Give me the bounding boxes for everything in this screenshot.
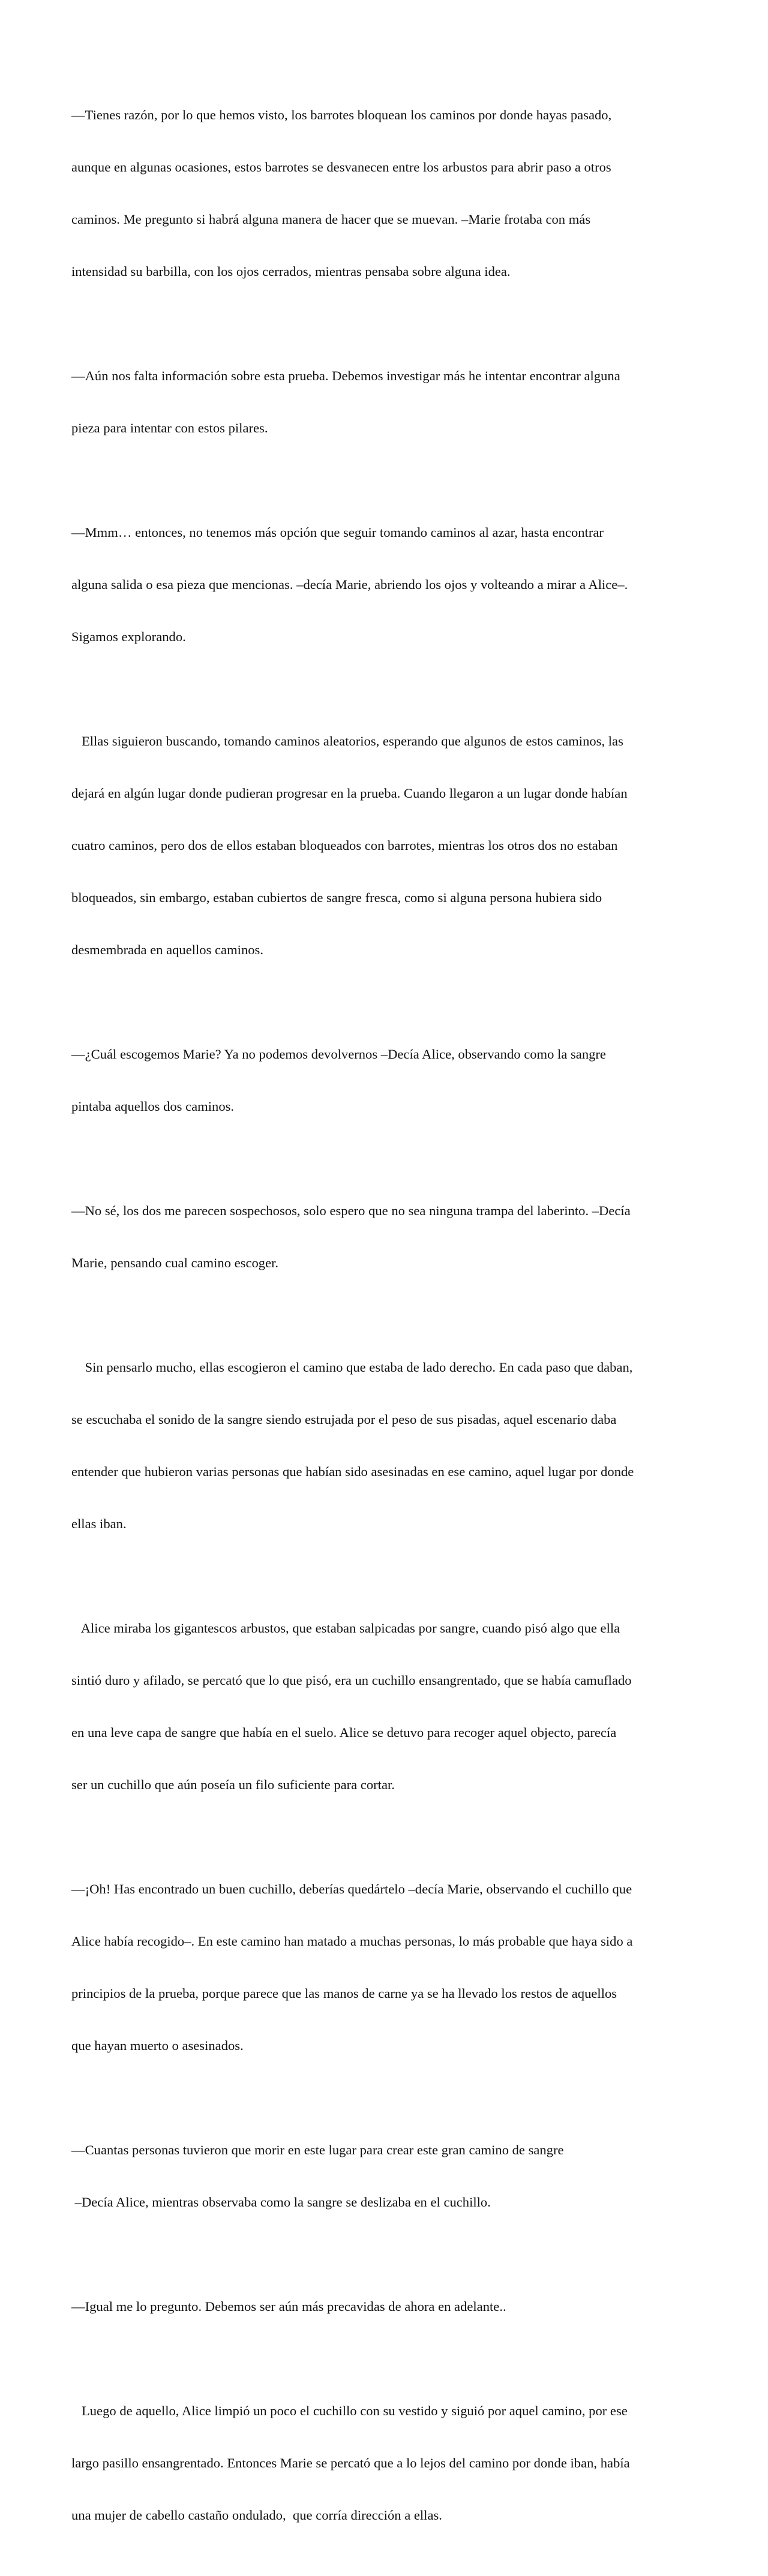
text-line: sintió duro y afilado, se percató que lo que pisó, era un cuchillo ensangrentado, que se había camuflado	[71, 1673, 632, 1688]
text-line: en una leve capa de sangre que había en el suelo. Alice se detuvo para recoger aquel objecto, parecía	[71, 1725, 617, 1740]
text-line: —Aún nos falta información sobre esta prueba. Debemos investigar más he intentar encontrar alguna	[71, 368, 620, 383]
text-line: —Cuantas personas tuvieron que morir en este lugar para crear este gran camino de sangre	[71, 2142, 564, 2157]
text-line: principios de la prueba, porque parece que las manos de carne ya se ha llevado los restos de aquellos	[71, 1986, 617, 2001]
text-line: Marie, pensando cual camino escoger.	[71, 1255, 279, 1270]
text-line: intensidad su barbilla, con los ojos cerrados, mientras pensaba sobre alguna idea.	[71, 264, 511, 279]
text-line: Luego de aquello, Alice limpió un poco el cuchillo con su vestido y siguió por aquel camino, por ese	[71, 2403, 628, 2418]
paragraph-9	[71, 1845, 709, 2089]
text-line: Ellas siguieron buscando, tomando caminos aleatorios, esperando que algunos de estos caminos, las	[71, 734, 623, 749]
text-line: –Decía Alice, mientras observaba como la sangre se deslizaba en el cuchillo.	[71, 2195, 491, 2210]
text-line: bloqueados, sin embargo, estaban cubiertos de sangre fresca, como si alguna persona hubiera sido	[71, 890, 602, 905]
paragraph-10	[71, 2106, 709, 2246]
text-line: alguna salida o esa pieza que mencionas. –decía Marie, abriendo los ojos y volteando a mirar a Alice–.	[71, 577, 628, 592]
text-line: que hayan muerto o asesinados.	[71, 2038, 244, 2053]
text-line: caminos. Me pregunto si habrá alguna manera de hacer que se muevan. –Marie frotaba con más	[71, 212, 591, 227]
text-line: Alice miraba los gigantescos arbustos, que estaban salpicadas por sangre, cuando pisó algo que ella	[71, 1621, 620, 1636]
text-line: cuatro caminos, pero dos de ellos estaban bloqueados con barrotes, mientras los otros dos no estaban	[71, 838, 618, 853]
paragraph-5	[71, 1011, 709, 1150]
paragraph-12	[71, 2367, 709, 2559]
text-line: —No sé, los dos me parecen sospechosos, solo espero que no sea ninguna trampa del laberinto. –Decía	[71, 1203, 631, 1218]
paragraph-11	[71, 2263, 709, 2350]
text-line: Alice había recogido–. En este camino han matado a muchas personas, lo más probable que haya sido a	[71, 1934, 633, 1949]
text-line: dejará en algún lugar donde pudieran progresar en la prueba. Cuando llegaron a un lugar donde habían	[71, 786, 628, 801]
paragraph-4	[71, 698, 709, 993]
text-line: Sigamos explorando.	[71, 629, 186, 644]
paragraph-7	[71, 1324, 709, 1567]
text-line: largo pasillo ensangrentado. Entonces Marie se percató que a lo lejos del camino por donde iban, había	[71, 2455, 630, 2470]
paragraph-1	[71, 71, 709, 315]
text-line: —Tienes razón, por lo que hemos visto, los barrotes bloquean los caminos por donde hayas pasado,	[71, 107, 612, 122]
document-page	[71, 71, 709, 2576]
text-line: —Mmm… entonces, no tenemos más opción que seguir tomando caminos al azar, hasta encontrar	[71, 525, 604, 540]
paragraph-8	[71, 1585, 709, 1828]
text-line: pieza para intentar con estos pilares.	[71, 420, 268, 435]
text-line: desmembrada en aquellos caminos.	[71, 942, 263, 957]
text-line: ser un cuchillo que aún poseía un filo suficiente para cortar.	[71, 1777, 395, 1792]
text-line: —¿Cuál escogemos Marie? Ya no podemos devolvernos –Decía Alice, observando como la sangre	[71, 1047, 606, 1062]
text-line: Sin pensarlo mucho, ellas escogieron el camino que estaba de lado derecho. En cada paso que daban,	[71, 1360, 633, 1375]
paragraph-6	[71, 1167, 709, 1306]
text-line: aunque en algunas ocasiones, estos barrotes se desvanecen entre los arbustos para abrir paso a otros	[71, 160, 611, 175]
text-line: pintaba aquellos dos caminos.	[71, 1099, 235, 1114]
paragraph-3	[71, 489, 709, 680]
text-line: —¡Oh! Has encontrado un buen cuchillo, deberías quedártelo –decía Marie, observando el cuchillo que	[71, 1881, 632, 1896]
text-line: entender que hubieron varias personas que habían sido asesinadas en ese camino, aquel lugar por donde	[71, 1464, 634, 1479]
text-line: ellas iban.	[71, 1516, 127, 1531]
text-line: —Igual me lo pregunto. Debemos ser aún más precavidas de ahora en adelante..	[71, 2299, 506, 2314]
text-line: una mujer de cabello castaño ondulado, que corría dirección a ellas.	[71, 2508, 442, 2523]
paragraph-2	[71, 332, 709, 471]
text-line: se escuchaba el sonido de la sangre siendo estrujada por el peso de sus pisadas, aquel escenario daba	[71, 1412, 617, 1427]
